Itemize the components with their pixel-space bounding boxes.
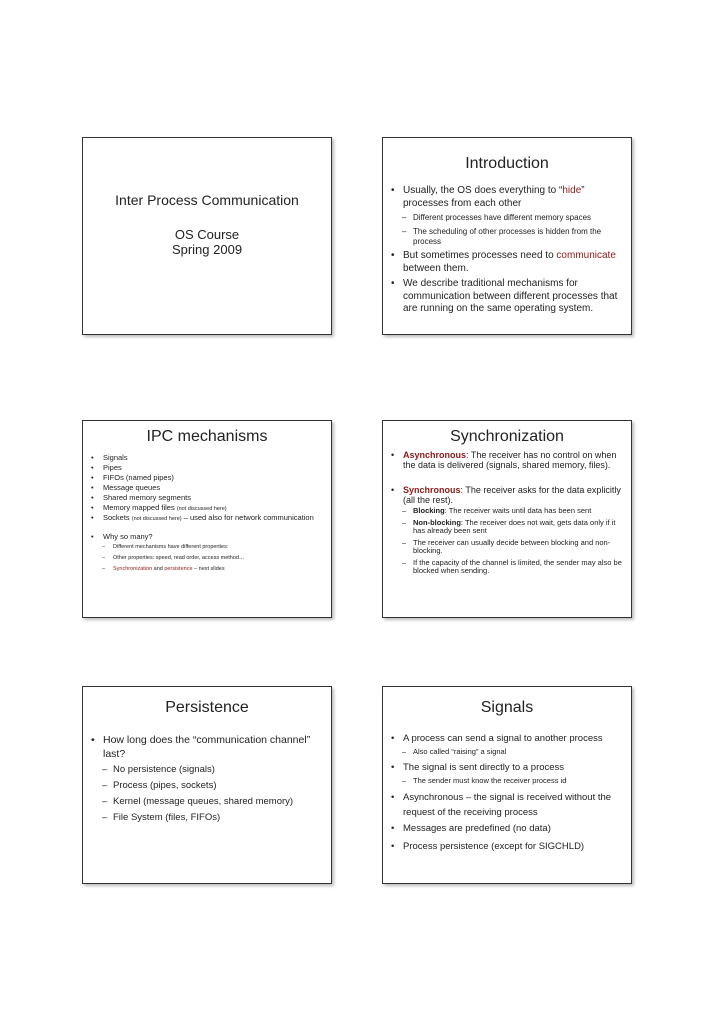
course-name: OS Course [174,227,240,242]
term-label: Asynchronous [403,450,467,460]
list-item: • Synchronous: The receiver asks for the data explicitly (all the rest). [389,485,625,505]
list-item: • How long does the “communication channel” last? [89,733,325,761]
list-item: – No persistence (signals) [89,763,325,777]
highlight-text: communicate [556,250,616,261]
list-item: – File System (files, FIFOs) [89,811,325,825]
slide-title-heading: IPC mechanisms [146,428,268,445]
list-item: – Different processes have different memory spaces [389,213,625,223]
list-item: • We describe traditional mechanisms for communication between different processes that are running on the same operating system. [389,278,625,316]
term-label: Synchronous [403,485,461,495]
list-item: • But sometimes processes need to communicate between them. [389,250,625,275]
list-item: – Also called “raising” a signal [389,747,625,757]
list-item: • Pipes [89,463,325,473]
slide-title [82,137,332,335]
list-item: – The receiver can usually decide between blocking and non-blocking. [389,539,625,556]
list-item: – Blocking: The receiver waits until data has been sent [389,507,625,516]
slide-title-heading: Introduction [465,155,549,172]
list-item: • Asynchronous – the signal is received without the request of the receiving process [389,790,625,820]
list-item: • Signals [89,453,325,463]
slide-title-heading: Persistence [165,699,249,716]
list-item: • A process can send a signal to another process [389,732,625,745]
list-item: – Non-blocking: The receiver does not wait, gets data only if it has already been sent [389,519,625,536]
list-item: – Process (pipes, sockets) [89,779,325,793]
slide-signals [382,686,632,884]
slide-title-heading: Synchronization [450,428,564,445]
slide-persistence [82,686,332,884]
slide-synchronization [382,420,632,618]
list-item: • Process persistence (except for SIGCHLD) [389,840,625,853]
bullet-list [389,732,625,853]
list-item: • The signal is sent directly to a process [389,761,625,774]
list-item: • Memory mapped files (not discussed here) [89,503,325,514]
bullet-list [89,733,325,825]
list-item: – The scheduling of other processes is hidden from the process [389,227,625,247]
list-item: • Usually, the OS does everything to “hide” processes from each other [389,185,625,210]
list-item: – Different mechanisms have different properties: [89,542,325,553]
bullet-list [89,453,325,575]
bullet-list [389,450,625,576]
list-item: • Messages are predefined (no data) [389,822,625,835]
term: Spring 2009 [171,242,243,257]
list-item: – The sender must know the receiver process id [389,776,625,786]
list-item: • Message queues [89,483,325,493]
highlight-text: hide [562,185,582,196]
list-item: – If the capacity of the channel is limited, the sender may also be blocked when sending. [389,559,625,576]
list-item: • Why so many? [89,532,325,542]
presentation-title: Inter Process Communication [115,192,299,208]
list-item: • Asynchronous: The receiver has no control on when the data is delivered (signals, shared memory, files). [389,450,625,470]
list-item: • Shared memory segments [89,493,325,503]
slide-title-heading: Signals [480,699,534,716]
list-item: – Kernel (message queues, shared memory) [89,795,325,809]
bullet-list [389,185,625,316]
list-item: – Synchronization and persistence – next slides [89,564,325,575]
list-item: • FIFOs (named pipes) [89,473,325,483]
list-item: • Sockets (not discussed here) – used also for network communication [89,514,325,523]
slide-ipc-mechanisms [82,420,332,618]
slide-introduction [382,137,632,335]
list-item: – Other properties: speed, read order, access method… [89,553,325,564]
